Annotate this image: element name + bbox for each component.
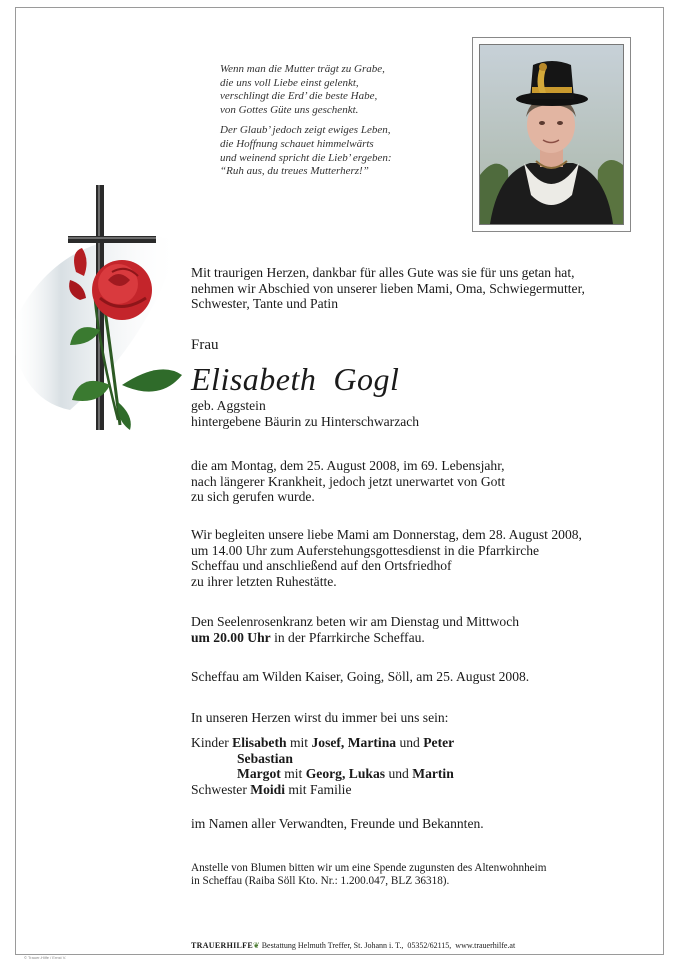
family-list — [191, 735, 651, 797]
footer-text: Bestattung Helmuth Treffer, St. Johann i. T., 05352/62115, www.trauerhilfe.at — [259, 941, 516, 950]
memorial-poem — [220, 63, 460, 186]
copyright-note: © Trauer-Hilfe / Ernst V. — [24, 955, 67, 960]
family-row-sebastian: Sebastian — [237, 750, 293, 766]
footer-brand: TRAUERHILFE — [191, 941, 253, 950]
salutation: Frau — [191, 337, 219, 353]
deceased-name: Elisabeth Gogl — [191, 361, 400, 397]
rosary-info: Den Seelenrosenkranz beten wir am Dienstag und Mittwoch um 20.00 Uhr in der Pfarrkirche Scheffau. — [191, 614, 520, 645]
family-row-margot: Margot mit Georg, Lukas und Martin — [237, 766, 454, 782]
funeral-info: Wir begleiten unsere liebe Mami am Donnerstag, dem 28. August 2008, um 14.00 Uhr zum Auferstehungsgottesdienst in die Pfarrkirche Scheffau und anschließend auf den Ortsfriedhof zu ihrer letzten Ruhestätte. — [191, 527, 582, 589]
hearts-line: In unseren Herzen wirst du immer bei uns sein: — [191, 710, 449, 725]
cross-rose-artwork — [0, 180, 200, 440]
portrait-frame — [472, 37, 631, 232]
footer-leaf-icon: ❦ — [252, 941, 260, 950]
place-date: Scheffau am Wilden Kaiser, Going, Söll, am 25. August 2008. — [191, 669, 530, 684]
family-row-children: Kinder Elisabeth mit Josef, Martina und Peter — [191, 735, 455, 750]
family-row-sister: Schwester Moidi mit Familie — [191, 781, 352, 797]
death-notice: die am Montag, dem 25. August 2008, im 69. Lebensjahr, nach längerer Krankheit, jedoch jetzt unerwartet von Gott zu sich gerufen wurde. — [191, 458, 506, 505]
rosary-time: um 20.00 Uhr — [191, 629, 271, 645]
poem-stanza-2: Der Glaub’ jedoch zeigt ewiges Leben, die Hoffnung schauet himmelwärts und weinend spricht die Lieb’ ergeben: “Ruh aus, du treues Mutterherz!” — [220, 124, 392, 178]
relatives-line: im Namen aller Verwandten, Freunde und Bekannten. — [191, 816, 484, 831]
footer — [191, 941, 515, 950]
poem-stanza-1: Wenn man die Mutter trägt zu Grabe, die uns voll Liebe einst gelenkt, verschlingt die Erd’ die beste Habe, von Gottes Güte uns geschenkt. — [220, 63, 385, 116]
donation-note: Anstelle von Blumen bitten wir um eine Spende zugunsten des Altenwohnheim in Scheffau (Raiba Söll Kto. Nr.: 1.200.047, BLZ 36318). — [191, 862, 547, 888]
birth-info: geb. Aggstein hintergebene Bäurin zu Hinterschwarzach — [191, 398, 420, 429]
intro-paragraph: Mit traurigen Herzen, dankbar für alles Gute was sie für uns getan hat, nehmen wir Abschied von unserer lieben Mami, Oma, Schwiegermutter, Schwester, Tante und Patin — [191, 265, 585, 312]
portrait-photo — [479, 44, 624, 225]
